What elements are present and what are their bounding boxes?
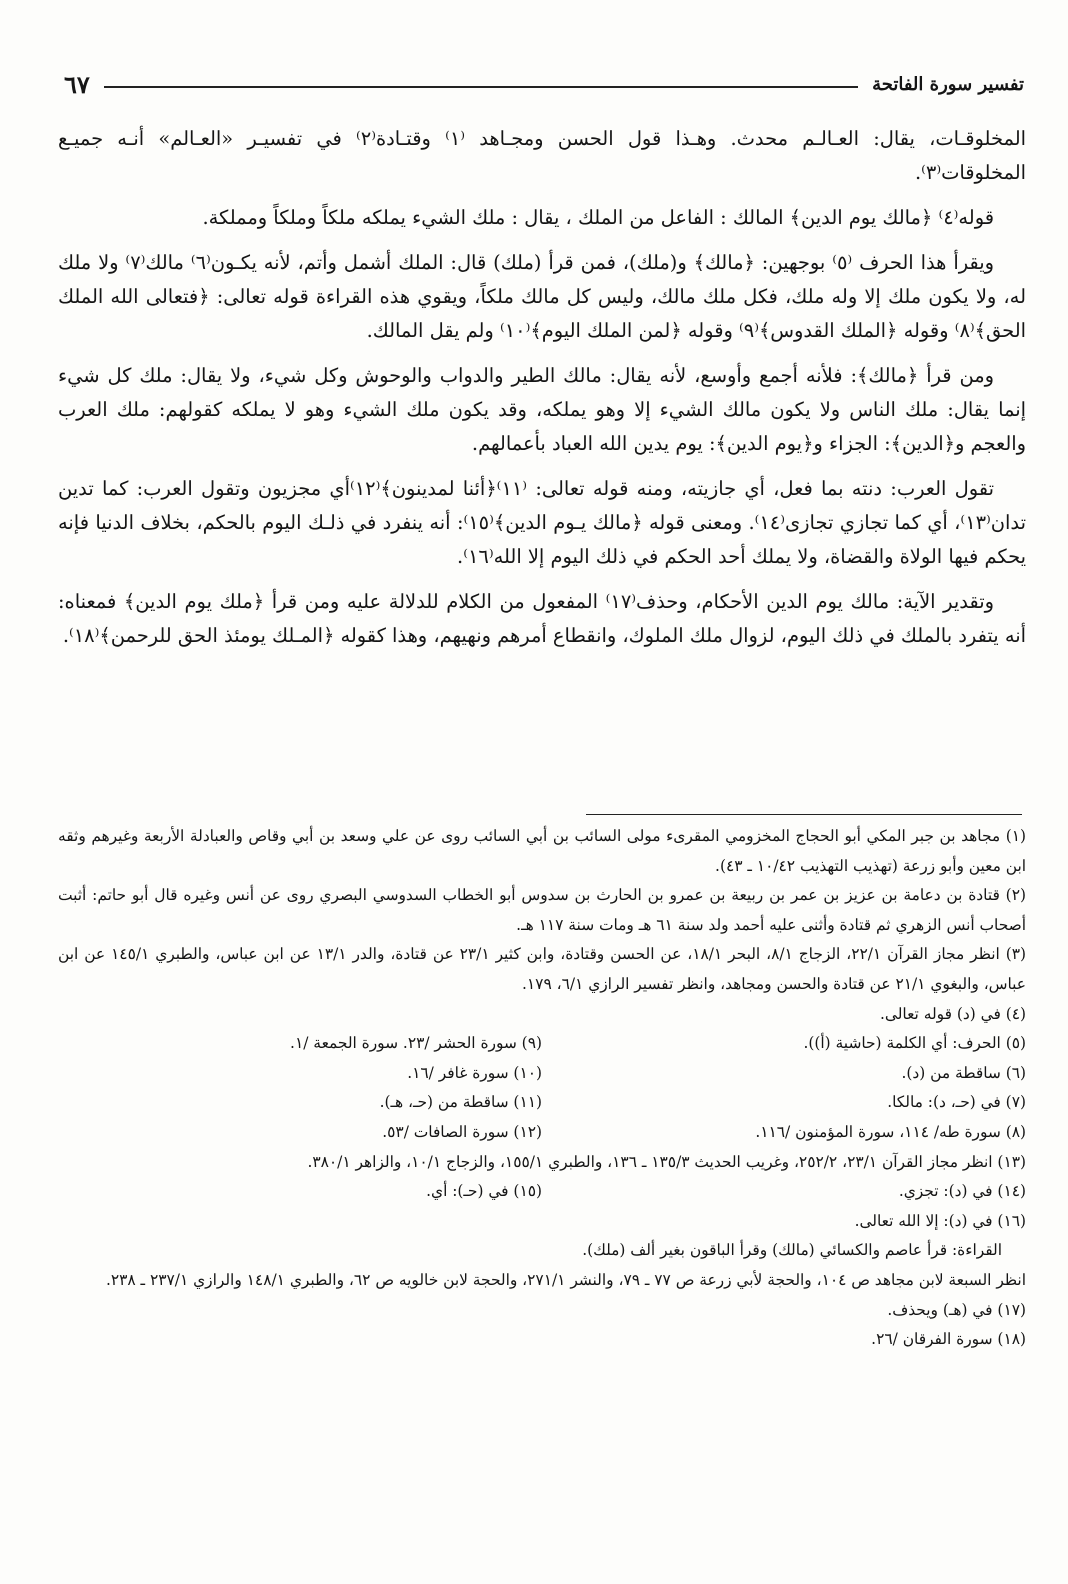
paragraph-3: ويقرأ هذا الحرف ⁽٥⁾ بوجهين: ﴿مالك﴾ و(ملك)، فمن قرأ (ملك) قال: الملك أشمل وأتم، لأنه يكـون⁽٦⁾ مالك⁽٧⁾ ولا ملك له، ولا يكون ملك إلا وله ملك، فكل ملك مالك، وليس كل مالك ملكاً، ويقوي هذه القراءة قوله تعالى: ﴿فتعالى الله الملك الحق﴾⁽٨⁾ وقوله ﴿الملك القدوس﴾⁽٩⁾ وقوله ﴿لمن الملك اليوم﴾⁽١٠⁾ ولم يقل المالك.: [58, 251, 1026, 342]
footnote-4: (٤) في (د) قوله تعالى.: [880, 1004, 1026, 1023]
footnote-6: (٦) ساقطة من (د).: [901, 1063, 1026, 1082]
footnote-16: (١٦) في (د): إلا الله تعالى.: [854, 1211, 1026, 1230]
running-title: تفسير سورة الفاتحة: [872, 73, 1024, 95]
footnote-7: (٧) في (حـ، د): مالكا.: [887, 1093, 1026, 1112]
footnote-separator: [586, 814, 1022, 815]
footnote-10: (١٠) سورة غافر /١٦.: [407, 1063, 542, 1082]
footnote-row: [58, 1118, 1026, 1148]
footnote-row: [58, 1088, 1026, 1118]
footnote-12: (١٢) سورة الصافات /٥٣.: [382, 1122, 542, 1141]
footnote-11: (١١) ساقطة من (حـ، هـ).: [379, 1093, 542, 1112]
paragraph-4: ومن قرأ ﴿مالك﴾: فلأنه أجمع وأوسع، لأنه يقال: مالك الطير والدواب والوحوش وكل شيء، ولا يقال: ملك كل شيء إنما يقال: ملك الناس ولا يكون مالك الشيء إلا وهو يملكه، وقد يكون ملك الشيء وهو لا يملكه كقولهم: ملك العرب والعجم و﴿الدين﴾: الجزاء و﴿يوم الدين﴾: يوم يدين الله العباد بأعمالهم.: [58, 364, 1026, 455]
footnote-1: (١) مجاهد بن جبر المكي أبو الحجاج المخزومي المقرىء مولى السائب بن أبي السائب روى عن علي وسعد بن أبي وقاص والعبادلة الأربعة وغيرهم وثقه ابن معين وأبو زرعة (تهذيب التهذيب ١٠/٤٢ ـ ٤٣).: [58, 827, 1026, 875]
paragraph-2: قوله⁽٤⁾ ﴿مالك يوم الدين﴾ المالك : الفاعل من الملك ، يقال : ملك الشيء يملكه ملكاً وملكاً ومملكة.: [202, 206, 994, 229]
paragraph-6: وتقدير الآية: مالك يوم الدين الأحكام، وحذف⁽١٧⁾ المفعول من الكلام للدلالة عليه ومن قرأ ﴿ملك يوم الدين﴾ فمعناه: أنه يتفرد بالملك في ذلك اليوم، لزوال ملك الملوك، وانقطاع أمرهم ونهيهم، وهذا كقوله ﴿المـلك يومئذ الحق للرحمن﴾⁽١٨⁾.: [58, 590, 1026, 647]
footnote-sources: انظر السبعة لابن مجاهد ص ١٠٤، والحجة لأبي زرعة ص ٧٧ ـ ٧٩، والنشر ٢٧١/١، والحجة لابن خالويه ص ٦٢، والطبري ١٤٨/١ والرازي ٢٣٧/١ ـ ٢٣٨.: [105, 1270, 1026, 1289]
footnote-row: [58, 1029, 1026, 1059]
paragraph-5: تقول العرب: دنته بما فعل، أي جازيته، ومنه قوله تعالى: ⁽١١⁾﴿أئنا لمدينون﴾⁽١٢⁾أي مجزيون وتقول العرب: كما تدين تدان⁽١٣⁾، أي كما تجازي تجازى⁽١٤⁾. ومعنى قوله ﴿مالك يـوم الدين﴾⁽١٥⁾: أنه ينفرد في ذلـك اليوم بالحكم، بخلاف الدنيا فإنه يحكم فيها الولاة والقضاة، ولا يملك أحد الحكم في ذلك اليوم إلا الله⁽١٦⁾.: [58, 477, 1026, 568]
page-number: ٦٧: [64, 69, 90, 99]
footnote-3: (٣) انظر مجاز القرآن ٢٢/١، الزجاج ٨/١، البحر ١٨/١، عن الحسن وقتادة، وابن كثير ٢٣/١ عن قتادة، والدر ١٣/١ عن ابن عباس، والطبري ١٤٥/١ عن ابن عباس، والبغوي ٢١/١ عن قتادة والحسن ومجاهد، وانظر تفسير الرازي ٦/١، ١٧٩.: [58, 945, 1027, 993]
main-text: [58, 122, 1026, 664]
footnote-row: [58, 1177, 1026, 1207]
footnote-18: (١٨) سورة الفرقان /٢٦.: [871, 1330, 1026, 1349]
footnote-13: (١٣) انظر مجاز القرآن ٢٣/١، ٢٥٢/٢، وغريب الحديث ١٣٥/٣ ـ ١٣٦، والطبري ١٥٥/١، والزجاج ١٠/١، والزاهر ٣٨٠/١.: [307, 1152, 1026, 1171]
footnote-15: (١٥) في (حـ): أي.: [426, 1182, 542, 1201]
footnote-row: [58, 1059, 1026, 1089]
paragraph-1: المخلوقـات، يقال: العـالـم محدث. وهـذا قول الحسن ومجـاهد ⁽١⁾ وقتـادة⁽٢⁾ في تفسيـر «العـالم» أنـه جميـع المخلوقات⁽٣⁾.: [58, 127, 1026, 184]
footnotes: [58, 822, 1026, 1355]
running-header: [64, 64, 1024, 104]
footnote-2: (٢) قتادة بن دعامة بن عزيز بن عمر بن ربيعة بن عمرو بن الحارث بن سدوس أبو الخطاب السدوسي البصري روى عن أنس وغيره قال أبو حاتم: أثبت أصحاب أنس الزهري ثم قتادة وأثنى عليه أحمد ولد سنة ٦١ هـ ومات سنة ١١٧ هـ.: [58, 886, 1026, 934]
footnote-9: (٩) سورة الحشر /٢٣. سورة الجمعة /١.: [290, 1034, 542, 1053]
footnote-qiraa: القراءة: قرأ عاصم والكسائي (مالك) وقرأ الباقون بغير ألف (ملك).: [582, 1241, 1002, 1260]
footnote-17: (١٧) في (هـ) ويحذف.: [887, 1300, 1026, 1319]
footnote-8: (٨) سورة طه/ ١١٤، سورة المؤمنون /١١٦.: [755, 1122, 1026, 1141]
footnote-14: (١٤) في (د): تجزي.: [898, 1182, 1026, 1201]
footnote-5: (٥) الحرف: أي الكلمة (حاشية (أ)).: [803, 1034, 1026, 1053]
header-rule: [104, 86, 858, 88]
